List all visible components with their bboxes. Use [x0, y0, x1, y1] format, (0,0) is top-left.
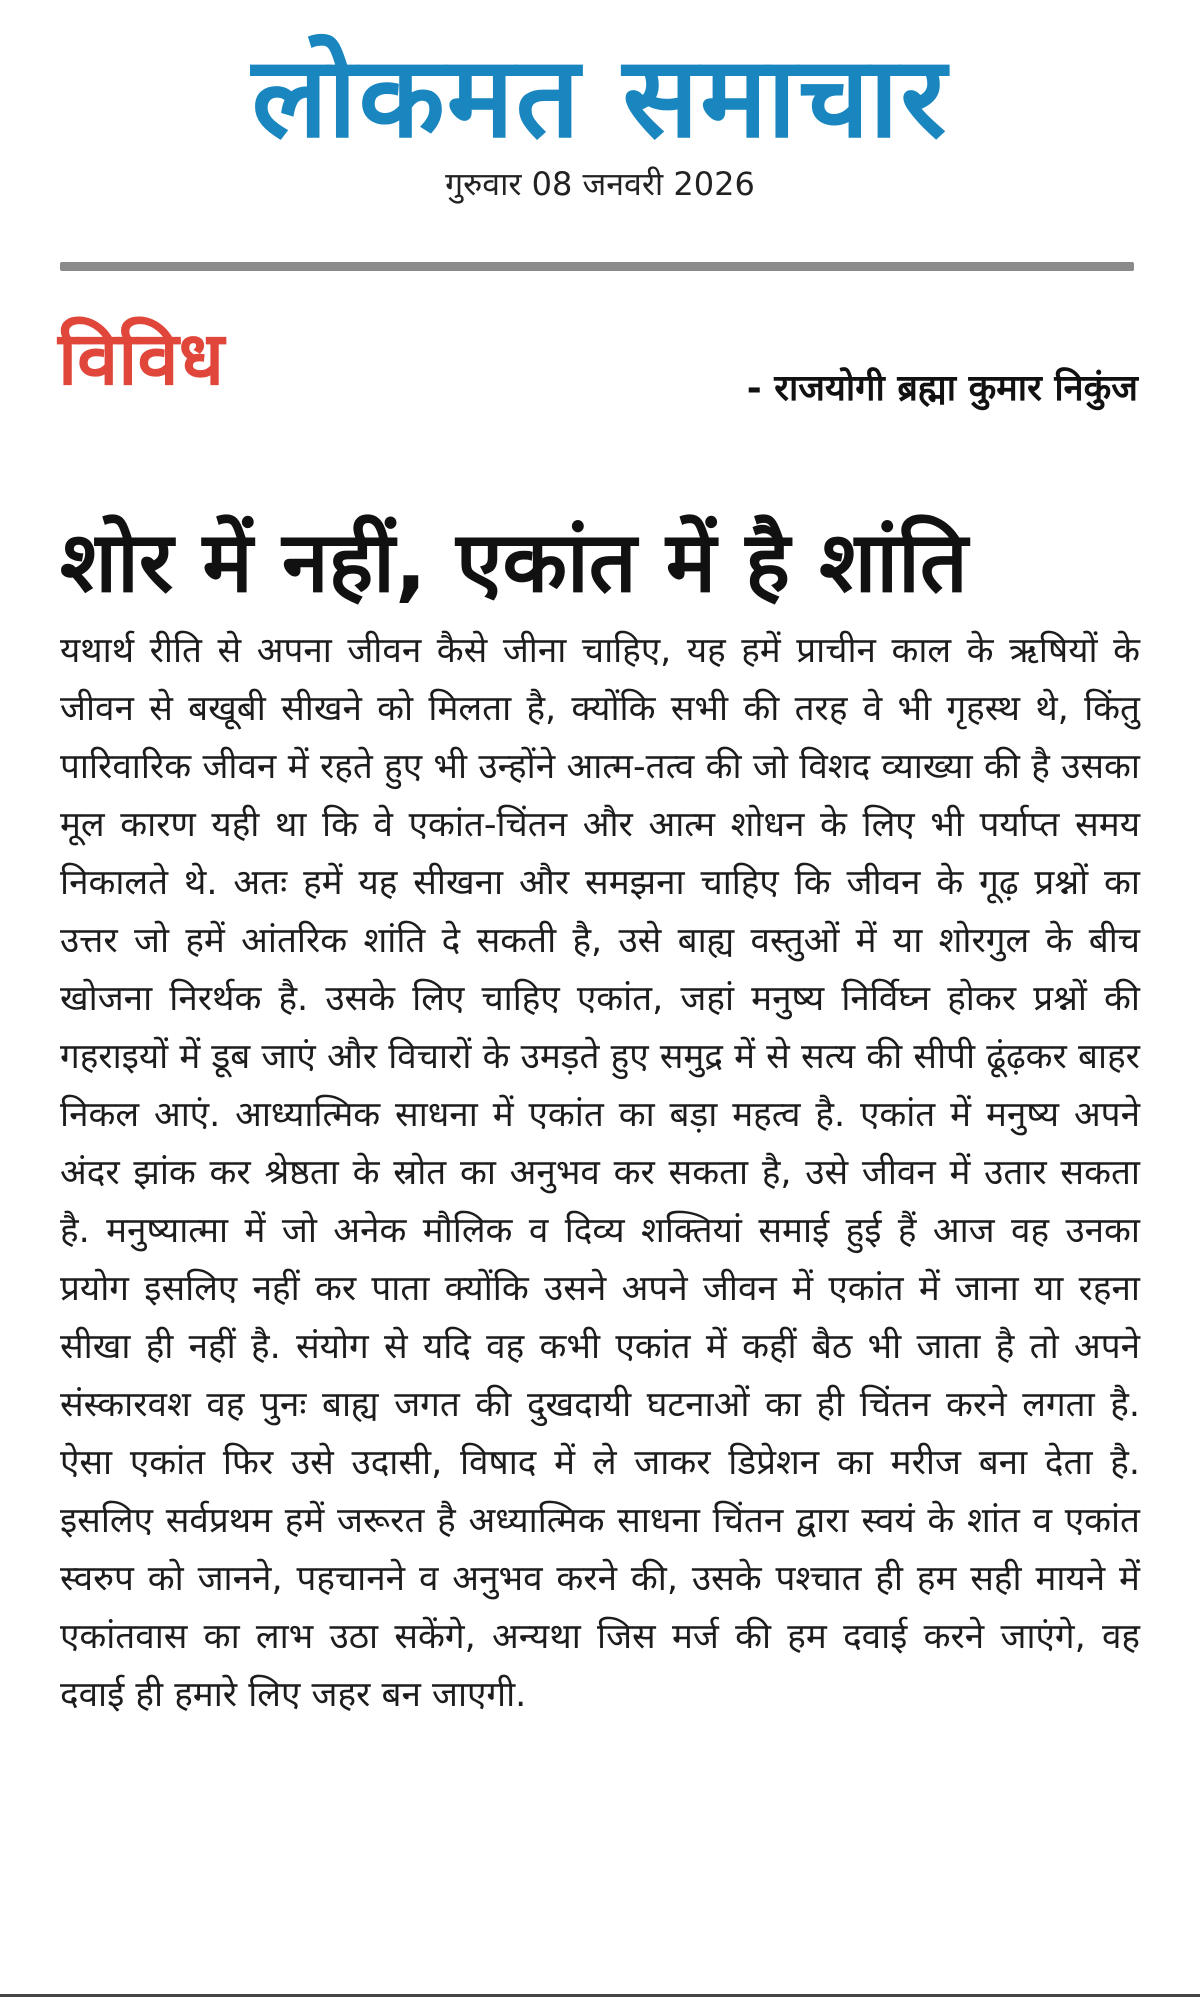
- byline: - राजयोगी ब्रह्मा कुमार निकुंज: [746, 368, 1138, 409]
- section-label: विविध: [58, 316, 225, 402]
- header-divider: [60, 262, 1134, 271]
- issue-date: गुरुवार 08 जनवरी 2026: [445, 164, 755, 203]
- article-body: यथार्थ रीति से अपना जीवन कैसे जीना चाहिए, यह हमें प्राचीन काल के ऋषियों के जीवन से बखूबी सीखने को मिलता है, क्योंकि सभी की तरह वे भी गृहस्थ थे, किंतु पारिवारिक जीवन में रहते हुए भी उन्होंने आत्म-तत्व की जो विशद व्याख्या की है उसका मूल कारण यही था कि वे एकांत-चिंतन और आत्म शोधन के लिए भी पर्याप्त समय निकालते थे. अतः हमें यह सीखना और समझना चाहिए कि जीवन के गूढ़ प्रश्नों का उत्तर जो हमें आंतरिक शांति दे सकती है, उसे बाह्य वस्तुओं में या शोरगुल के बीच खोजना निरर्थक है. उसके लिए चाहिए एकांत, जहां मनुष्य निर्विघ्न होकर प्रश्नों की गहराइयों में डूब जाएं और विचारों के उमड़ते हुए समुद्र में से सत्य की सीपी ढूंढ़कर बाहर निकल आएं. आध्यात्मिक साधना में एकांत का बड़ा महत्व है. एकांत में मनुष्य अपने अंदर झांक कर श्रेष्ठता के स्रोत का अनुभव कर सकता है, उसे जीवन में उतार सकता है. मनुष्यात्मा में जो अनेक मौलिक व दिव्य शक्तियां समाई हुई हैं आज वह उनका प्रयोग इसलिए नहीं कर पाता क्योंकि उसने अपने जीवन में एकांत में जाना या रहना सीखा ही नहीं है. संयोग से यदि वह कभी एकांत में कहीं बैठ भी जाता है तो अपने संस्कारवश वह पुनः बाह्य जगत की दुखदायी घटनाओं का ही चिंतन करने लगता है. ऐसा एकांत फिर उसे उदासी, विषाद में ले जाकर डिप्रेशन का मरीज बना देता है. इसलिए सर्वप्रथम हमें जरूरत है अध्यात्मिक साधना चिंतन द्वारा स्वयं के शांत व एकांत स्वरुप को जानने, पहचानने व अनुभव करने की, उसके पश्चात ही हम सही मायने में एकांतवास का लाभ उठा सकेंगे, अन्यथा जिस मर्ज की हम दवाई करने जाएंगे, वह दवाई ही हमारे लिए जहर बन जाएगी.: [60, 631, 1140, 1715]
- headline: शोर में नहीं, एकांत में है शांति: [60, 513, 968, 612]
- footer-divider: [0, 1994, 1200, 1997]
- masthead: [0, 33, 1200, 205]
- newspaper-logo: लोकमत समाचार: [251, 33, 949, 163]
